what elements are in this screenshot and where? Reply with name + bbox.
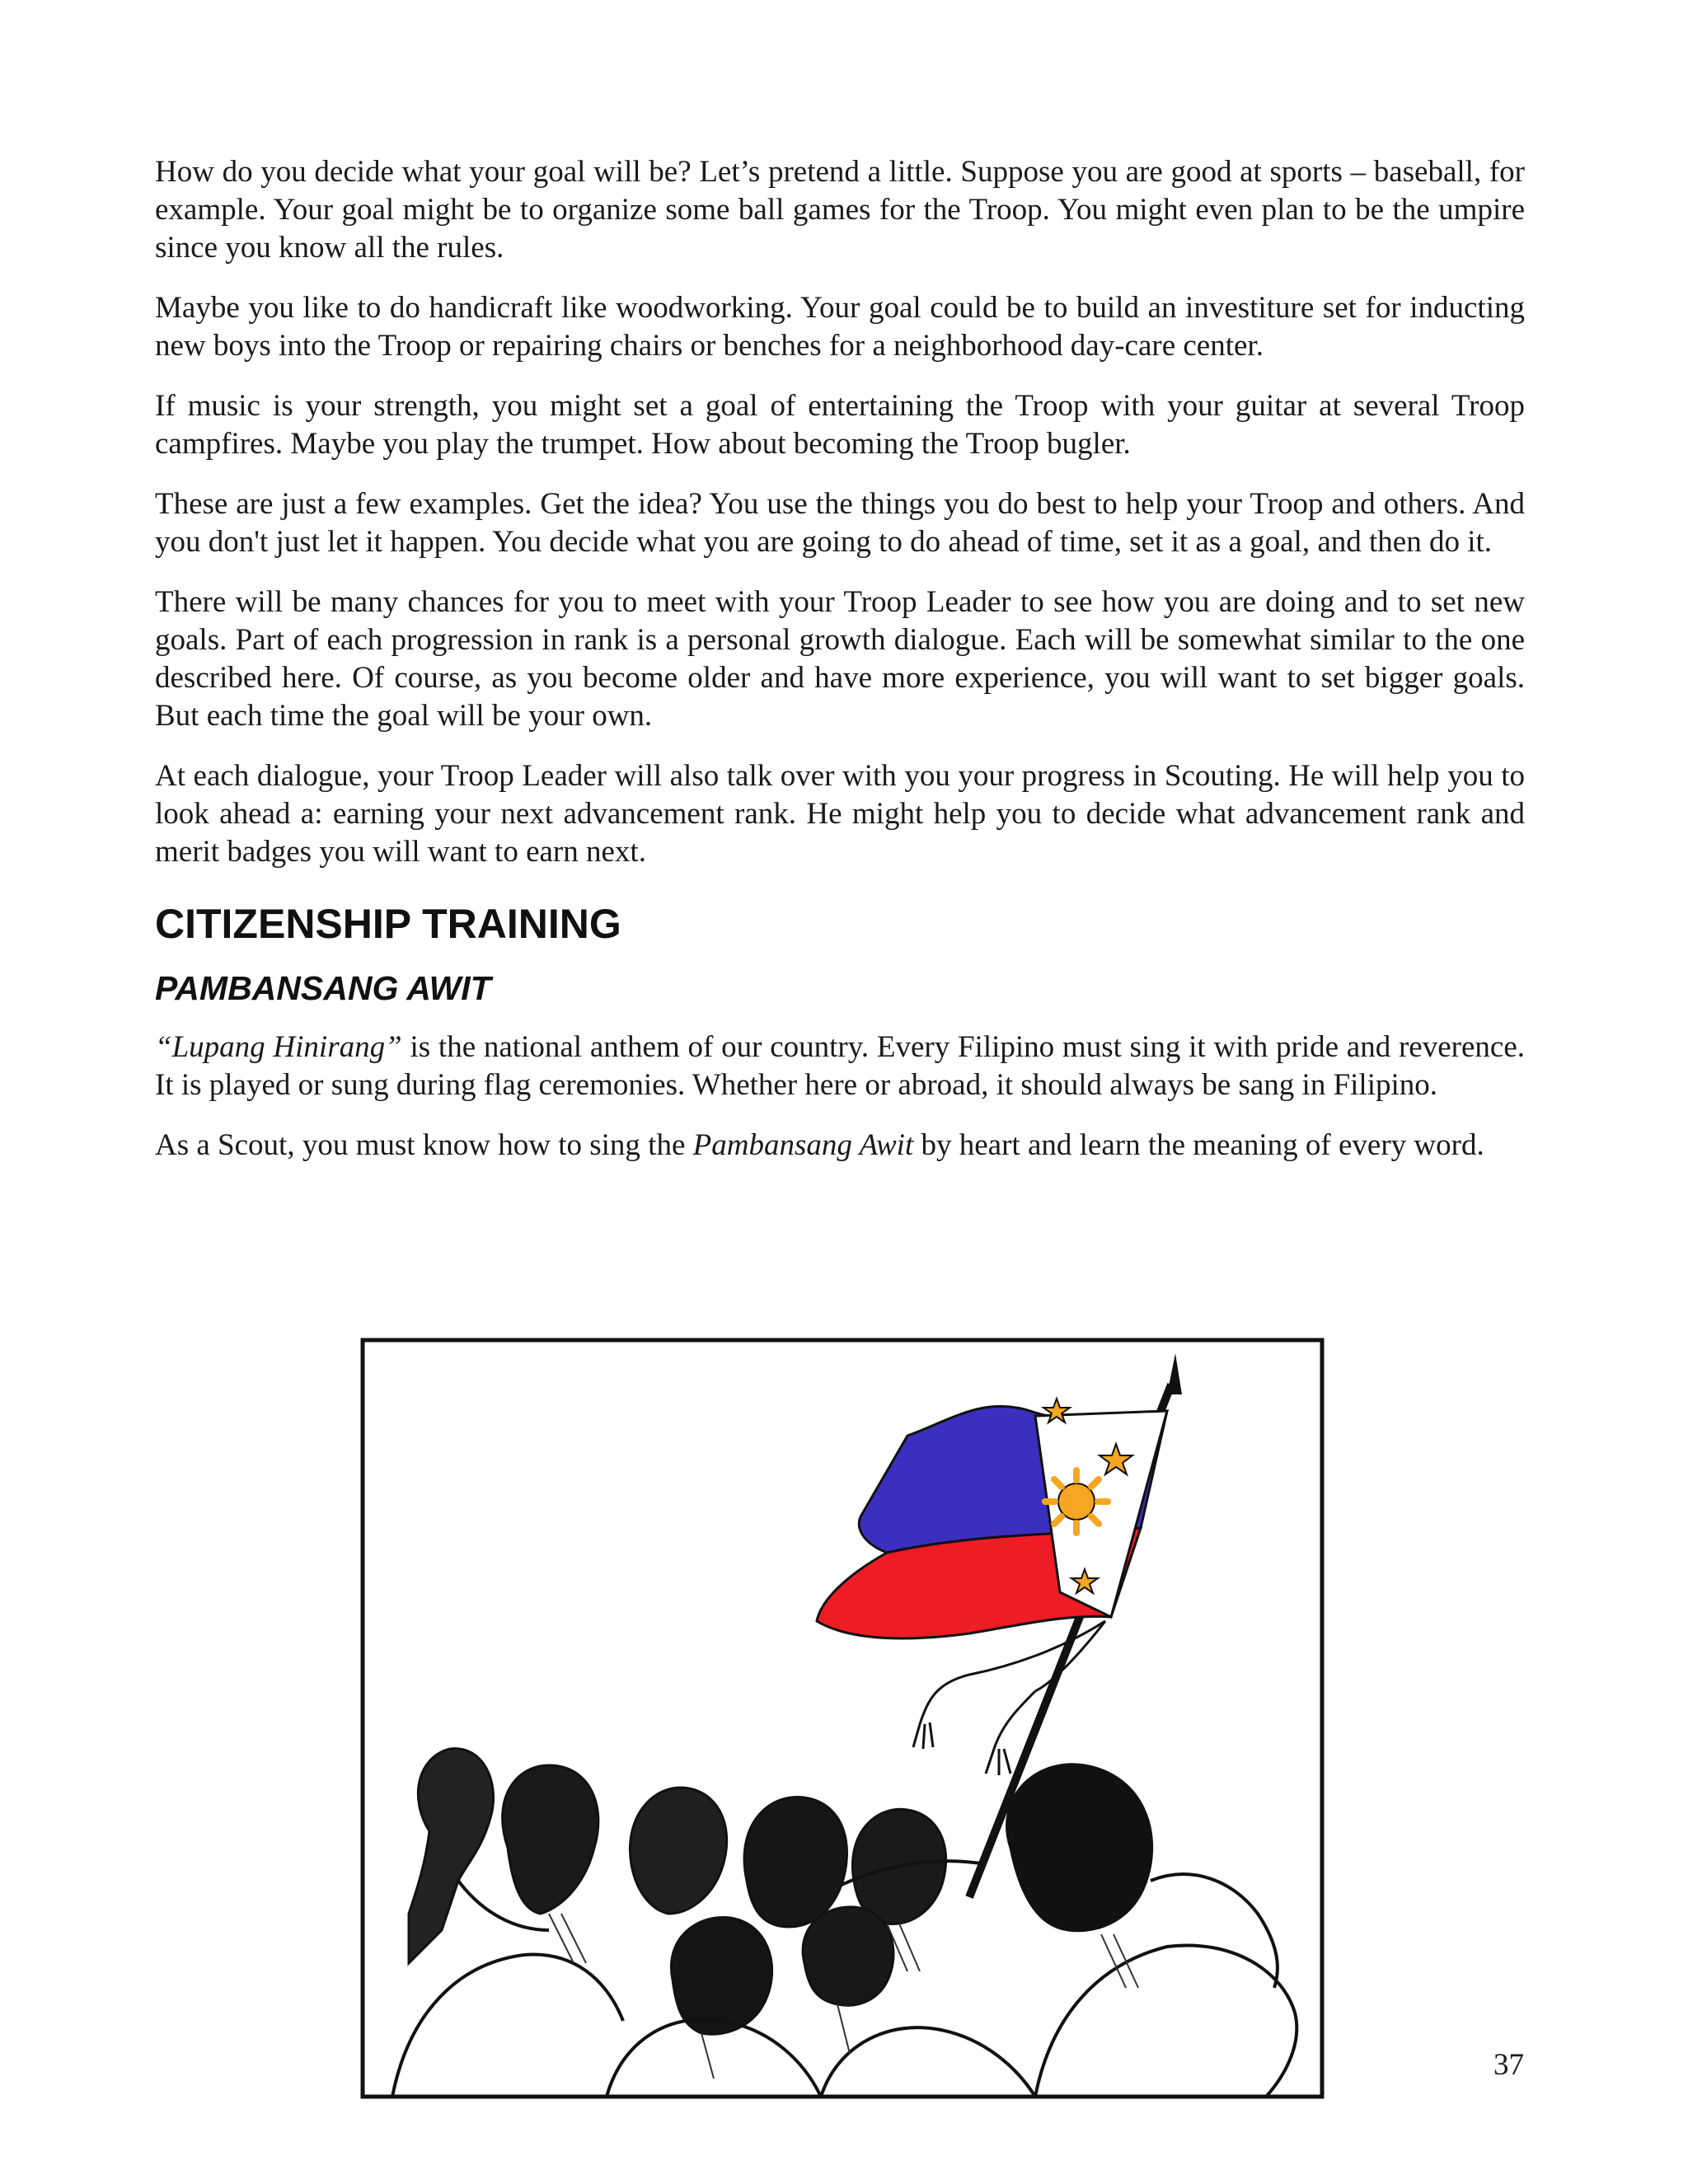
paragraph-goal-handicraft: Maybe you like to do handicraft like woodworking. Your goal could be to build an investiture set for inducting new boys into the Troop or repairing chairs or benches for a neighborhood day-care center. xyxy=(155,291,1525,363)
paragraph-examples: These are just a few examples. Get the idea? You use the things you do best to help your Troop and others. And you don't just let it happen. You decide what you are going to do ahead of time, set it as a goal, and then do it. xyxy=(155,487,1525,559)
scout-text-after: by heart and learn the meaning of every word. xyxy=(913,1128,1484,1162)
page-body xyxy=(155,153,1525,1187)
flag-sun-icon xyxy=(1045,1470,1108,1533)
paragraph-goal-sports: How do you decide what your goal will be? Let’s pretend a little. Suppose you are good at sports – baseball, for example. Your goal might be to organize some ball games for the Troop. You might even plan to be the umpire since you know all the rules. xyxy=(155,155,1525,265)
scout-text-before: As a Scout, you must know how to sing the xyxy=(155,1128,693,1162)
anthem-text: is the national anthem of our country. Every Filipino must sing it with pride and reverence. It is played or sung during flag ceremonies. Whether here or abroad, it should always be sang in Filipino. xyxy=(155,1030,1525,1102)
anthem-title: “Lupang Hinirang” xyxy=(155,1030,402,1064)
section-heading: CITIZENSHIP TRAINING xyxy=(155,901,621,947)
page-number: 37 xyxy=(1493,2048,1524,2082)
paragraph-goal-music: If music is your strength, you might set a goal of entertaining the Troop with your guitar at several Troop campfires. Maybe you play the trumpet. How about becoming the Troop bugler. xyxy=(155,389,1525,461)
scout-text-italic: Pambansang Awit xyxy=(692,1128,914,1162)
paragraph-troop-leader: There will be many chances for you to meet with your Troop Leader to see how you are doing and to set new goals. Part of each progression in rank is a personal growth dialogue. Each will be somewhat similar to the one described here. Of course, as you become older and have more experience, you will want to set bigger goals. But each time the goal will be your own. xyxy=(155,585,1525,733)
paragraph-dialogue: At each dialogue, your Troop Leader will also talk over with you your progress in Scouting. He will help you to look ahead a: earning your next advancement rank. He might help you to decide what advancement rank and merit badges you will want to earn next. xyxy=(155,759,1525,869)
paragraph-anthem xyxy=(155,1029,1525,1104)
flag-salute-illustration xyxy=(359,1337,1325,2100)
sub-heading: PAMBANSANG AWIT xyxy=(155,969,491,1007)
paragraph-scout xyxy=(155,1127,1525,1165)
